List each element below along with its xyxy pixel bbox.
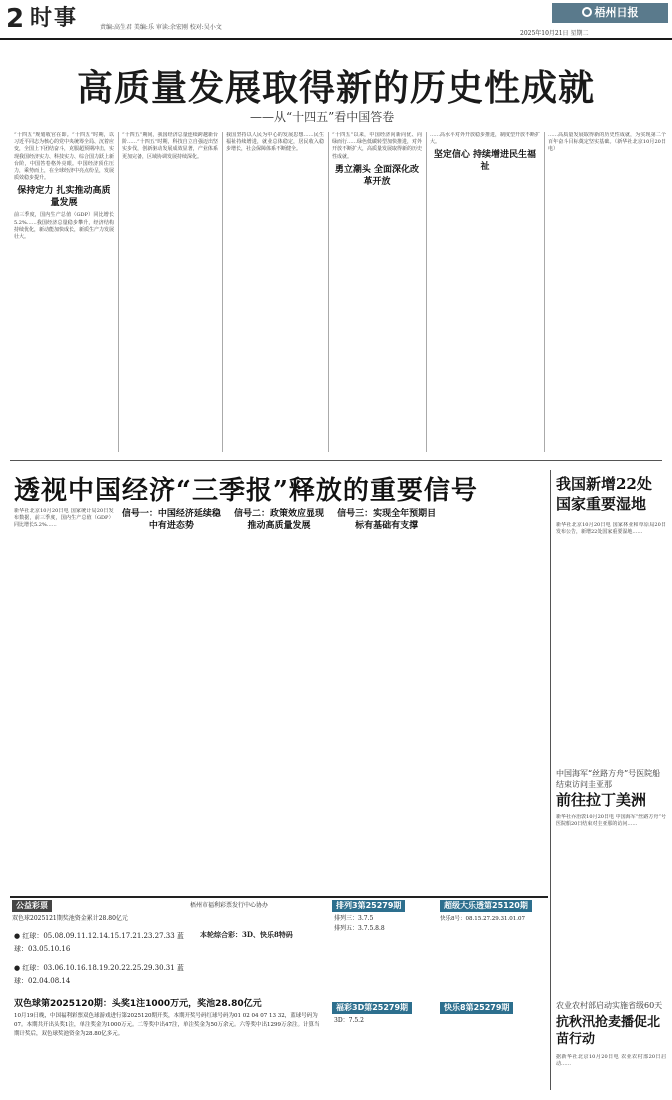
article1-column-2: “十四五”期间，我国经济总量连续跨越新台阶……“十四五”时期，科技自立自强迈出坚实步伐，创新驱动发展成效显著，产业体系更加完备，区域协调发展持续深化。 [122, 132, 218, 160]
lottery-numbers-2: ● 红球：03.06.10.16.18.19.20.22.25.29.30.31 蓝球：02.04.08.14 [14, 964, 184, 985]
page-number: 2 [6, 4, 25, 34]
sidebar-kicker-2: 中国海军“丝路方舟”号医院船结束访问圭亚那 [556, 769, 661, 789]
column-divider [328, 132, 329, 452]
editors-line: 责编:高生君 美编:乐 审读:余宏刚 校对:吴小文 [100, 24, 222, 31]
kl8-header: 快乐8第25279期 [440, 1002, 513, 1014]
lottery-numbers-1: ● 红球：05.08.09.11.12.14.15.17.21.23.27.33 蓝球：03.05.10.16 [14, 932, 184, 953]
3d-result: 3D：7.5.2 [334, 1017, 364, 1024]
lottery-organizer: 梧州市福利彩票发行中心协办 [190, 902, 269, 909]
jackpot-text: 10月19日晚，中国福利彩票双色球游戏进行第2025120期开奖，本期开奖号码红球号码为01 02 04 07 13 32，蓝球号码为07。本期共开出头奖1注，单注奖金为1000万元。二等奖中出47注，单注奖金为50万余元。六等奖中出1299万余注。计算当期计奖后，双色球奖池资金为28.80亿多元。 [14, 1013, 320, 1037]
sidebar-headline-3: 抗秋汛抢麦播促北苗行动 [556, 1015, 661, 1047]
column-divider [222, 132, 223, 452]
sidebar-headline-2: 前往拉丁美洲 [556, 791, 647, 809]
sidebar-divider [550, 470, 551, 1090]
p5-result: 排列五：3.7.5.8.8 [334, 925, 385, 932]
lottery-header: 公益彩票 [12, 900, 52, 912]
section-title: 时事 [30, 6, 79, 31]
article2-headline: 透视中国经济“三季报”释放的重要信号 [14, 476, 478, 506]
column-divider [544, 132, 545, 452]
kl8-result: 快乐8号：08.15.27.29.31.01.07 [440, 916, 525, 922]
masthead [0, 0, 672, 40]
article2-subheading-3: 信号三：实现全年预期目标有基础有支撑 [337, 509, 437, 531]
ssq-header: 超级大乐透第25120期 [440, 900, 532, 912]
sidebar-text-1: 新华社北京10月20日电 国家林业和草原局20日发布公告，新增22处国家重要湿地…… [556, 522, 666, 536]
article1-subheading-1: 保持定力 扎实推动高质量发展 [17, 186, 111, 209]
article1-column-5: ……高水平对外开放稳步推进，制度型开放不断扩大。 坚定信心 持续增进民生福祉 [430, 132, 540, 173]
p3-result: 排列三：3.7.5 [334, 915, 374, 922]
column-divider [426, 132, 427, 452]
lottery-notice: 双色球2025121期奖池资金累计28.80亿元 [12, 915, 128, 922]
p3-header: 排列3第25279期 [332, 900, 405, 912]
sidebar-kicker-3: 农业农村部启动实施省级60天 [556, 1001, 663, 1010]
sidebar-text-2: 新华社乔治敦10月20日电 中国海军“丝路方舟”号医院船20日结束对圭亚那的访问…… [556, 814, 666, 828]
sidebar-text-3: 据新华社北京10月20日电 农业农村部20日启动…… [556, 1054, 666, 1068]
main-headline: 高质量发展取得新的历史性成就 [76, 67, 595, 109]
article1-subheading-2: 勇立潮头 全面深化改革开放 [334, 164, 420, 187]
article2-subheading-1: 信号一：中国经济延续稳中有进态势 [121, 509, 221, 531]
sidebar-headline-1: 我国新增22处国家重要湿地 [556, 475, 652, 513]
article1-column-4: “十四五”以来，中国经济向新向优、向绿而行……绿色低碳转型加快推进，对外开放不断扩大，高质量发展取得新的历史性成就。 勇立潮头 全面深化改革开放 [332, 132, 422, 187]
section-divider [10, 460, 662, 461]
article2-subheading-2: 信号二：政策效应显现 推动高质量发展 [233, 509, 324, 531]
column-divider [118, 132, 119, 452]
dateline: 2025年10月21日 星期二 [520, 30, 589, 37]
main-subhead: ——从“十四五”看中国答卷 [250, 110, 395, 124]
lottery-draw-title: 本轮综合彩：3D、快乐8特码 [200, 930, 293, 939]
jackpot-headline: 双色球第2025120期：头奖1注1000万元，奖池28.80亿元 [14, 999, 262, 1009]
article1-column-6: ……高质量发展取得新的历史性成就，为实现第二个百年奋斗目标奠定坚实基础。（新华社北京10月20日电） [548, 132, 666, 153]
article1-column-3: 我国坚持以人民为中心的发展思想……民生福祉持续增进，就业总体稳定，居民收入稳步增长，社会保障体系不断健全。 [226, 132, 324, 153]
newspaper-logo: 梧州日报 [552, 3, 668, 23]
article1-subheading-3: 坚定信心 持续增进民生福祉 [433, 150, 537, 173]
lottery-divider [10, 896, 548, 898]
article2-body: 新华社北京10月20日电 国家统计局20日发布数据，前三季度，国内生产总值（GDP）同比增长5.2%…… 信号一：中国经济延续稳中有进态势 信号二：政策效应显现 推动高质量发展 信号三：实现全年预期目标有基础有支撑 [14, 508, 437, 531]
3d-header: 福彩3D第25279期 [332, 1002, 412, 1014]
logo-icon [582, 7, 592, 17]
article1-column-1: “十四五”规划收官在即。“十四五”时期，以习近平同志为核心的党中央统筹全局、沉着应变，全国上下团结奋斗，克服超预期冲击，实现我国经济实力、科技实力、综合国力跃上新台阶，中国答卷格外亮眼。中国经济顶住压力，乘势而上，在全球经济中亮点纷呈，发展质效稳步提升。 保持定力 扎实推动高质量发展 前三季度，国内生产总值（GDP）同比增长5.2%……我国经济总量稳步攀升，经济结构持续优化，新动能加快成长，新质生产力发展壮大。 [14, 132, 114, 241]
